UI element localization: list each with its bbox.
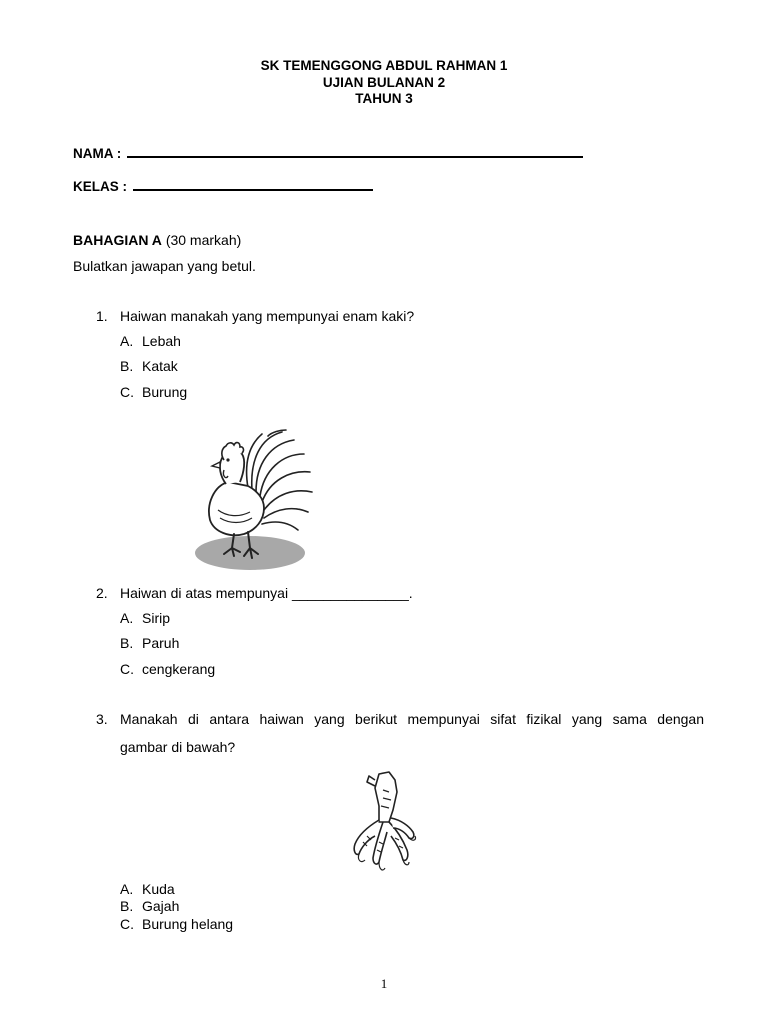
question-number: 2. (96, 585, 108, 601)
option-letter: A. (120, 333, 134, 349)
question-text: Manakah di antara haiwan yang berikut mempunyai sifat fizikal yang sama dengan (120, 711, 704, 727)
option-text: Lebah (142, 333, 181, 349)
option-letter: B. (120, 635, 134, 651)
answer-option[interactable] (120, 358, 178, 374)
option-letter: A. (120, 610, 134, 626)
option-letter: C. (120, 384, 134, 400)
question-text: Haiwan di atas mempunyai _______________. (120, 585, 413, 601)
school-name: SK TEMENGGONG ABDUL RAHMAN 1 (260, 58, 508, 73)
option-text: Burung helang (142, 916, 234, 932)
option-text: Katak (142, 358, 178, 374)
rooster-illustration (190, 420, 320, 578)
answer-option[interactable] (120, 333, 181, 349)
class-field (73, 177, 373, 194)
name-field (73, 144, 583, 161)
class-label: KELAS : (73, 179, 127, 194)
option-text: Sirip (142, 610, 171, 626)
answer-option[interactable] (120, 661, 215, 677)
question-number: 3. (96, 711, 108, 727)
answer-option[interactable] (120, 610, 170, 626)
answer-option[interactable] (120, 898, 179, 914)
question-text-continued: gambar di bawah? (120, 739, 236, 755)
section-instruction: Bulatkan jawapan yang betul. (73, 258, 256, 274)
option-text: Paruh (142, 635, 180, 651)
option-text: Gajah (142, 898, 180, 914)
answer-option[interactable] (120, 916, 233, 932)
answer-option[interactable] (120, 384, 187, 400)
option-letter: A. (120, 881, 134, 897)
section-heading (73, 232, 241, 248)
name-blank-line[interactable] (127, 144, 583, 158)
question-text: Haiwan manakah yang mempunyai enam kaki? (120, 308, 415, 324)
section-marks: (30 markah) (165, 232, 242, 248)
option-letter: B. (120, 358, 134, 374)
bird-claw-illustration (345, 770, 425, 876)
section-title: BAHAGIAN A (73, 232, 162, 248)
page-number: 1 (380, 976, 388, 991)
question-number: 1. (96, 308, 108, 324)
option-letter: C. (120, 916, 134, 932)
answer-option[interactable] (120, 635, 179, 651)
option-letter: C. (120, 661, 134, 677)
name-label: NAMA : (73, 146, 122, 161)
exam-title: UJIAN BULANAN 2 (322, 75, 446, 90)
answer-option[interactable] (120, 881, 175, 897)
option-text: cengkerang (142, 661, 216, 677)
class-blank-line[interactable] (133, 177, 373, 191)
year-level: TAHUN 3 (355, 91, 413, 106)
option-text: Kuda (142, 881, 175, 897)
option-text: Burung (142, 384, 188, 400)
option-letter: B. (120, 898, 134, 914)
